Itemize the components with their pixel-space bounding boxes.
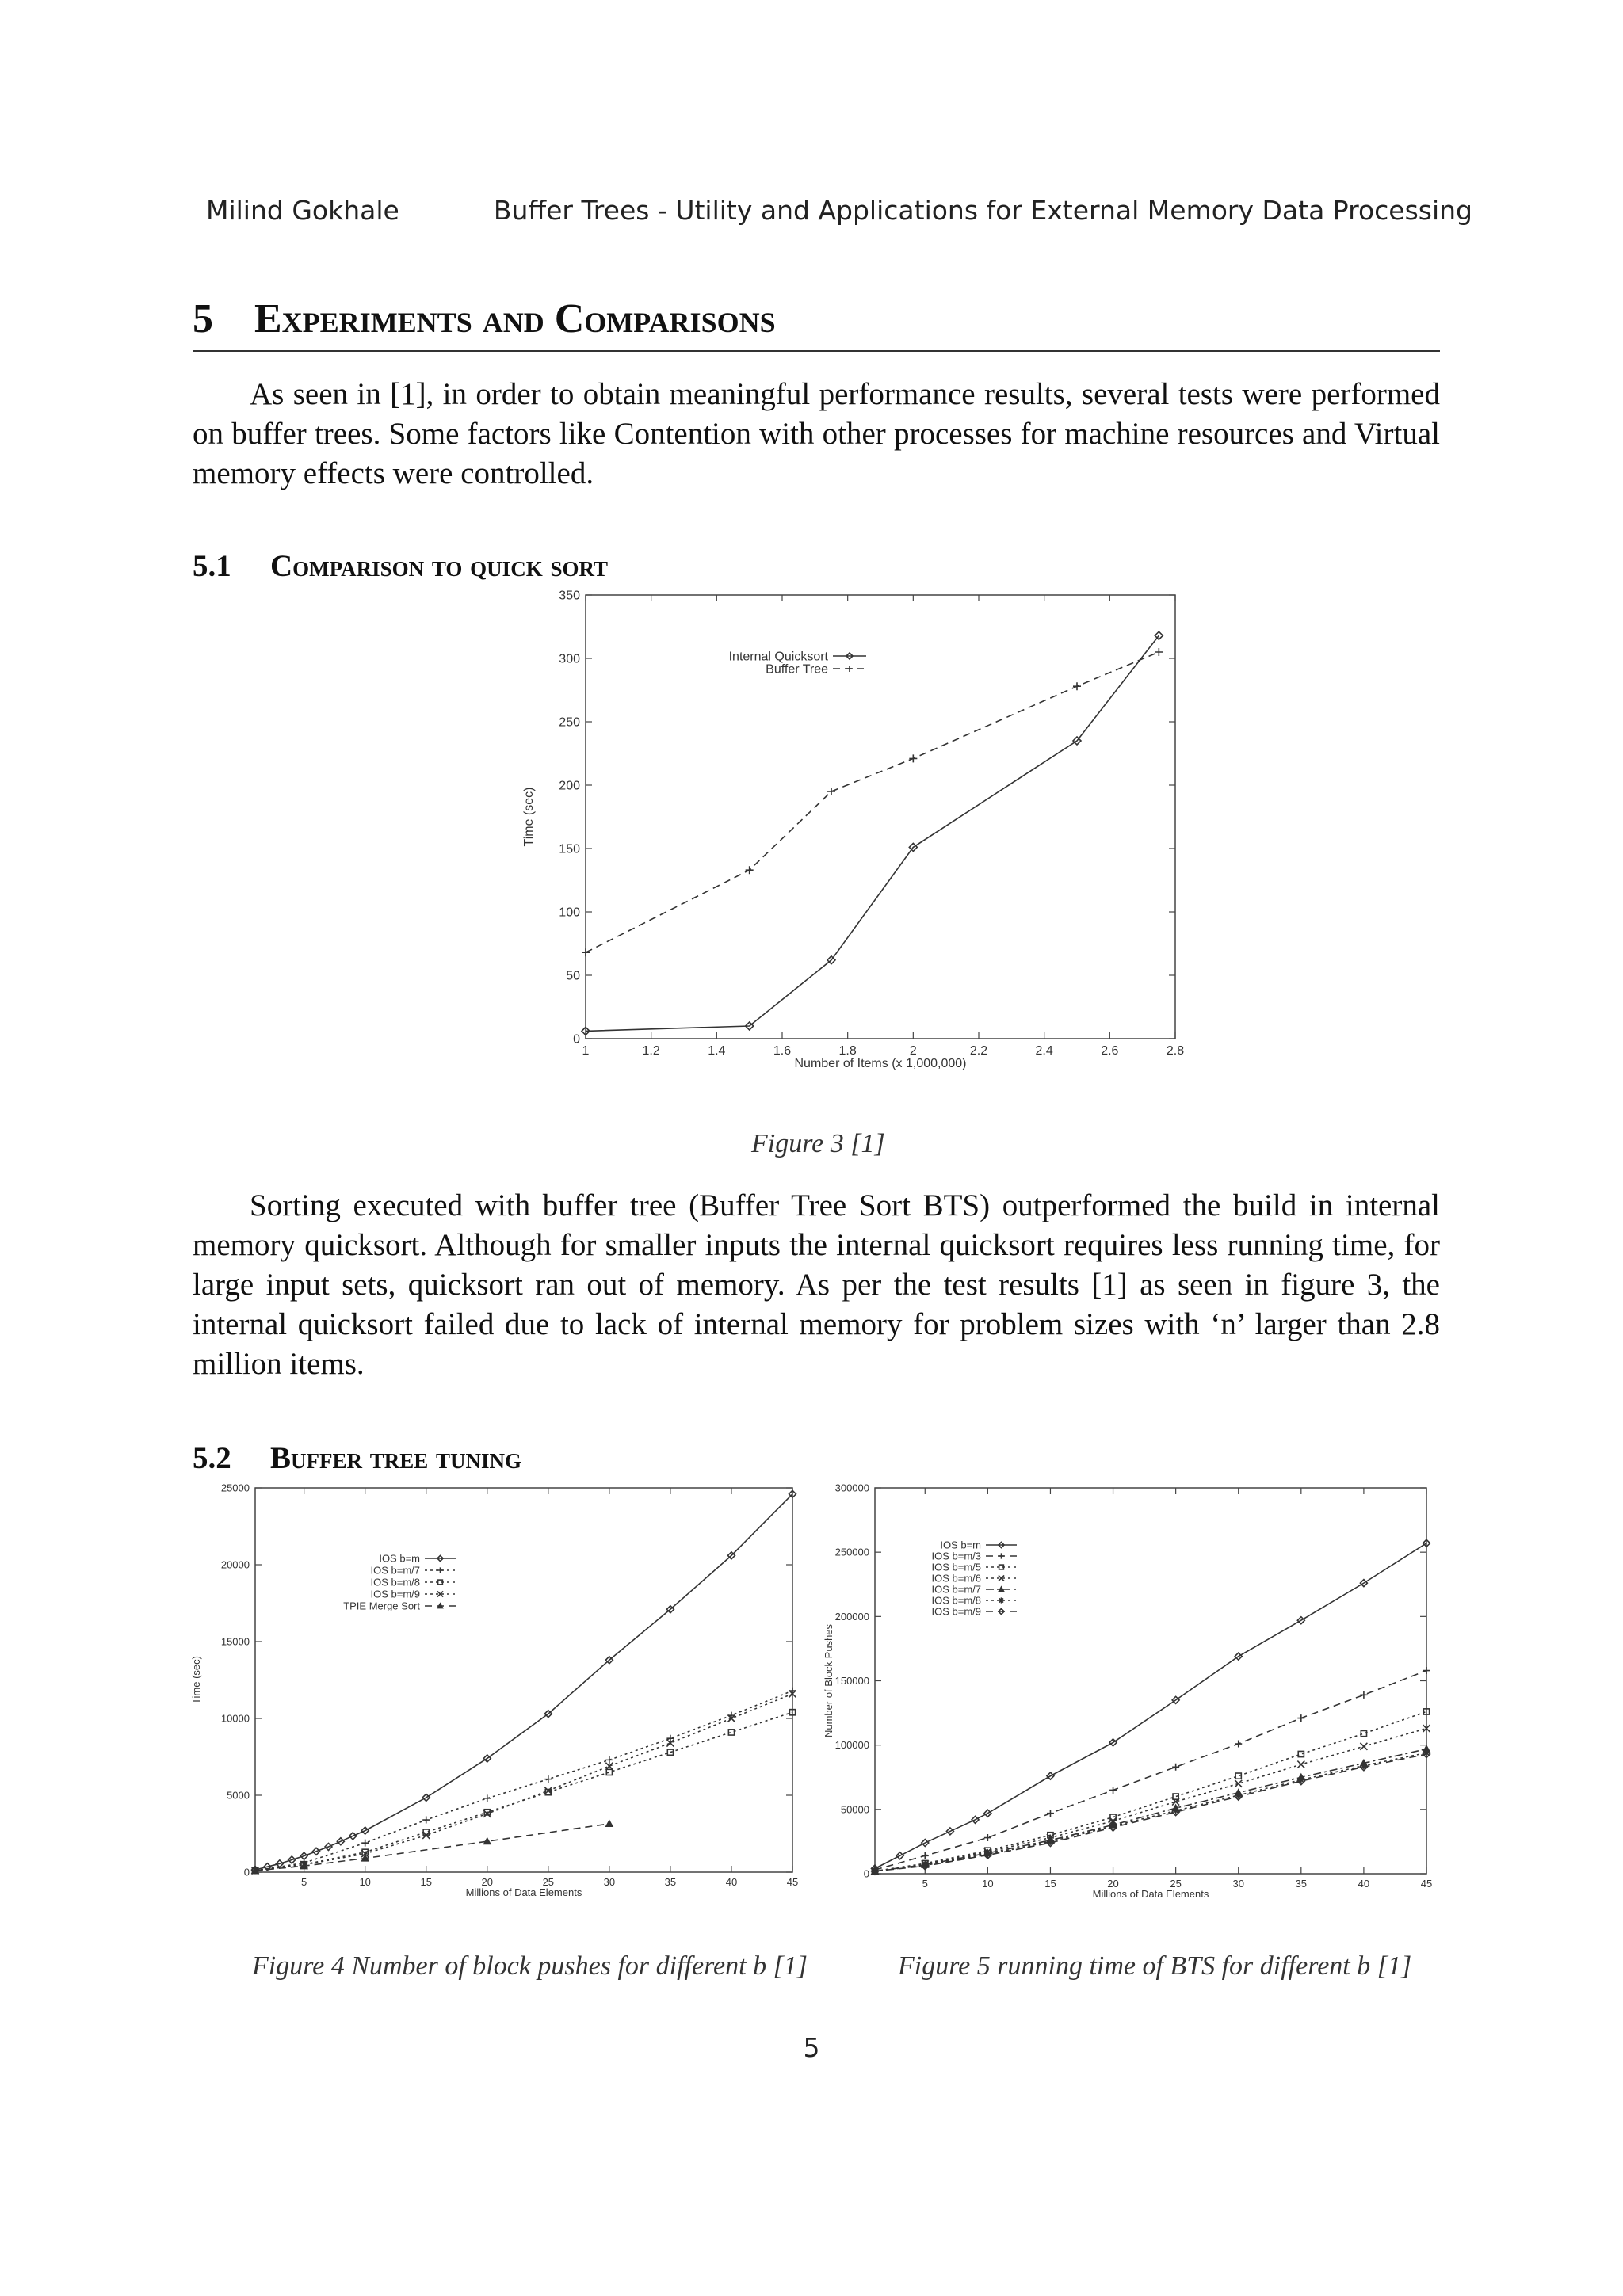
x-tick-label: 2 xyxy=(909,1044,917,1058)
data-point xyxy=(909,754,917,762)
y-tick-label: 250 xyxy=(559,715,580,730)
header-title: Buffer Trees - Utility and Applications for External Memory Data Processing xyxy=(493,195,1472,226)
figure-3-caption: Figure 3 [1] xyxy=(751,1129,885,1158)
legend-label: IOS b=m/8 xyxy=(931,1594,981,1607)
legend-label: IOS b=m/5 xyxy=(931,1561,981,1573)
legend-marker xyxy=(846,666,853,672)
data-point xyxy=(605,1756,613,1764)
data-point xyxy=(984,1834,991,1841)
data-point xyxy=(483,1794,491,1802)
series-buffer-tree xyxy=(582,648,1163,956)
legend-label: Buffer Tree xyxy=(766,662,828,677)
x-tick-label: 35 xyxy=(664,1876,677,1888)
paragraph-2: Sorting executed with buffer tree (Buffer Tree Sort BTS) outperformed the build in internal memory quicksort. Although for smaller inputs the internal quicksort requires less running time, for large input sets, quicksort ran out of memory. As per the test results [1] as seen in figure 3, the internal quicksort failed due to lack of internal memory for problem sizes with ‘n’ larger than 2.8 million items. xyxy=(193,1188,1440,1381)
data-point xyxy=(605,1763,613,1770)
page-number: 5 xyxy=(803,2032,820,2063)
data-point xyxy=(1235,1773,1241,1779)
data-point xyxy=(361,1840,369,1847)
x-axis-label: Millions of Data Elements xyxy=(465,1886,582,1898)
legend-marker xyxy=(999,1597,1004,1603)
header-author: Milind Gokhale xyxy=(206,195,399,226)
y-tick-label: 300000 xyxy=(834,1482,869,1494)
series-line xyxy=(875,1753,1426,1871)
legend-marker xyxy=(437,1567,443,1573)
y-tick-label: 20000 xyxy=(220,1558,250,1571)
subsection-2-heading xyxy=(193,1440,521,1476)
figure-3-chart xyxy=(507,590,1220,1105)
x-tick-label: 25 xyxy=(1170,1878,1182,1890)
series-line xyxy=(875,1729,1426,1871)
y-tick-label: 5000 xyxy=(227,1789,250,1802)
data-point xyxy=(483,1838,491,1844)
data-point xyxy=(605,1820,613,1826)
figure-4-chart xyxy=(190,1482,824,1925)
data-point xyxy=(1297,1761,1304,1768)
y-tick-label: 100 xyxy=(559,906,580,920)
legend-marker xyxy=(999,1553,1004,1558)
y-tick-label: 0 xyxy=(573,1032,580,1047)
series-line xyxy=(875,1671,1426,1871)
data-point xyxy=(422,1817,430,1824)
series-line xyxy=(586,652,1159,952)
series-ios-b-m-9 xyxy=(252,1690,796,1874)
y-tick-label: 150 xyxy=(559,842,580,856)
y-tick-label: 350 xyxy=(559,589,580,603)
subsection-1-heading xyxy=(193,548,608,584)
legend-label: IOS b=m/9 xyxy=(931,1605,981,1618)
data-point xyxy=(1047,1810,1054,1817)
y-tick-label: 50 xyxy=(566,969,580,983)
data-point xyxy=(582,948,590,956)
data-point xyxy=(922,1852,929,1859)
x-tick-label: 1.6 xyxy=(773,1044,792,1058)
x-axis-label: Number of Items (x 1,000,000) xyxy=(794,1057,967,1070)
figure-4-caption: Figure 4 Number of block pushes for different b [1] xyxy=(252,1951,808,1981)
x-tick-label: 30 xyxy=(1232,1878,1244,1890)
series-internal-quicksort xyxy=(582,631,1163,1035)
legend-label: TPIE Merge Sort xyxy=(343,1600,420,1612)
y-tick-label: 10000 xyxy=(220,1712,250,1725)
y-tick-label: 100000 xyxy=(834,1739,869,1752)
x-tick-label: 20 xyxy=(1107,1878,1119,1890)
data-point xyxy=(1155,648,1163,656)
legend-label: IOS b=m/3 xyxy=(931,1550,981,1562)
figure-5-caption: Figure 5 running time of BTS for different b [1] xyxy=(898,1951,1412,1981)
data-point xyxy=(1172,1764,1179,1771)
intro-paragraph: As seen in [1], in order to obtain meaningful performance results, several tests were performed on buffer trees. Some factors like Contention with other processes for machine resources and Virtual memory effects were controlled. xyxy=(193,377,1440,490)
x-tick-label: 25 xyxy=(542,1876,555,1888)
data-point xyxy=(1073,682,1081,690)
y-axis-label: Time (sec) xyxy=(190,1656,202,1704)
x-axis-label: Millions of Data Elements xyxy=(1092,1888,1209,1900)
data-point xyxy=(746,866,754,874)
subsection-1-number: 5.1 xyxy=(193,549,231,583)
series-ios-b-m-7 xyxy=(872,1745,1430,1874)
x-tick-label: 10 xyxy=(359,1876,371,1888)
legend-label: Internal Quicksort xyxy=(728,650,828,664)
series-ios-b-m-6 xyxy=(872,1725,1430,1875)
section-number: 5 xyxy=(193,296,213,341)
x-tick-label: 1.8 xyxy=(838,1044,857,1058)
y-tick-label: 0 xyxy=(243,1866,250,1878)
x-tick-label: 30 xyxy=(603,1876,616,1888)
y-tick-label: 250000 xyxy=(834,1546,869,1558)
data-point xyxy=(1360,1691,1367,1699)
data-point xyxy=(1235,1780,1242,1787)
legend-label: IOS b=m/7 xyxy=(931,1583,981,1596)
data-point xyxy=(1423,1667,1430,1674)
legend-label: IOS b=m xyxy=(940,1539,981,1551)
legend-label: IOS b=m/8 xyxy=(370,1576,420,1589)
series-ios-b-m-7 xyxy=(252,1688,796,1875)
series-tpie-merge-sort xyxy=(252,1820,613,1873)
figure-5-chart xyxy=(824,1482,1458,1925)
plot-frame xyxy=(586,595,1175,1039)
legend-label: IOS b=m xyxy=(379,1552,420,1565)
series-ios-b-m-3 xyxy=(872,1667,1430,1874)
section-heading xyxy=(193,295,1440,352)
series-line xyxy=(875,1754,1426,1871)
legend-label: IOS b=m/6 xyxy=(931,1572,981,1585)
x-tick-label: 40 xyxy=(725,1876,738,1888)
series-line xyxy=(255,1824,609,1871)
x-tick-label: 15 xyxy=(1044,1878,1056,1890)
y-tick-label: 15000 xyxy=(220,1635,250,1648)
x-tick-label: 1.4 xyxy=(708,1044,726,1058)
plot-frame xyxy=(255,1488,792,1872)
series-line xyxy=(586,635,1159,1031)
x-tick-label: 20 xyxy=(481,1876,494,1888)
x-tick-label: 5 xyxy=(301,1876,307,1888)
data-point xyxy=(1235,1741,1242,1748)
x-tick-label: 45 xyxy=(786,1876,799,1888)
x-tick-label: 2.6 xyxy=(1101,1044,1119,1058)
legend-label: IOS b=m/9 xyxy=(370,1588,420,1600)
x-tick-label: 40 xyxy=(1358,1878,1370,1890)
series-ios-b-m-5 xyxy=(872,1709,1429,1874)
subsection-1-title: Comparison to quick sort xyxy=(270,549,609,583)
y-tick-label: 50000 xyxy=(840,1803,869,1816)
series-ios-b-m-8 xyxy=(872,1749,1430,1875)
x-tick-label: 45 xyxy=(1420,1878,1433,1890)
legend-label: IOS b=m/7 xyxy=(370,1564,420,1577)
x-tick-label: 1.2 xyxy=(642,1044,660,1058)
series-line xyxy=(255,1712,792,1871)
data-point xyxy=(1109,1787,1117,1794)
y-tick-label: 200000 xyxy=(834,1610,869,1623)
x-tick-label: 35 xyxy=(1295,1878,1308,1890)
x-tick-label: 1 xyxy=(582,1044,590,1058)
data-point xyxy=(544,1775,552,1783)
y-tick-label: 150000 xyxy=(834,1675,869,1688)
x-tick-label: 5 xyxy=(922,1878,928,1890)
y-tick-label: 300 xyxy=(559,652,580,666)
x-tick-label: 2.2 xyxy=(969,1044,988,1058)
series-ios-b-m-8 xyxy=(252,1710,795,1874)
y-tick-label: 200 xyxy=(559,779,580,793)
series-ios-b-m xyxy=(252,1490,796,1873)
subsection-2-title: Buffer tree tuning xyxy=(270,1441,522,1475)
y-axis-label: Time (sec) xyxy=(522,787,536,847)
y-tick-label: 25000 xyxy=(220,1482,250,1494)
y-tick-label: 0 xyxy=(863,1867,869,1880)
data-point xyxy=(1360,1743,1367,1750)
series-line xyxy=(875,1711,1426,1871)
series-line xyxy=(255,1494,792,1870)
x-tick-label: 10 xyxy=(982,1878,994,1890)
section-title: Experiments and Comparisons xyxy=(254,296,776,341)
x-tick-label: 2.8 xyxy=(1166,1044,1185,1058)
y-axis-label: Number of Block Pushes xyxy=(823,1623,834,1738)
data-point xyxy=(827,788,835,795)
subsection-2-number: 5.2 xyxy=(193,1441,231,1475)
data-point xyxy=(1297,1714,1304,1722)
x-tick-label: 2.4 xyxy=(1035,1044,1053,1058)
series-line xyxy=(875,1749,1426,1871)
x-tick-label: 15 xyxy=(420,1876,432,1888)
